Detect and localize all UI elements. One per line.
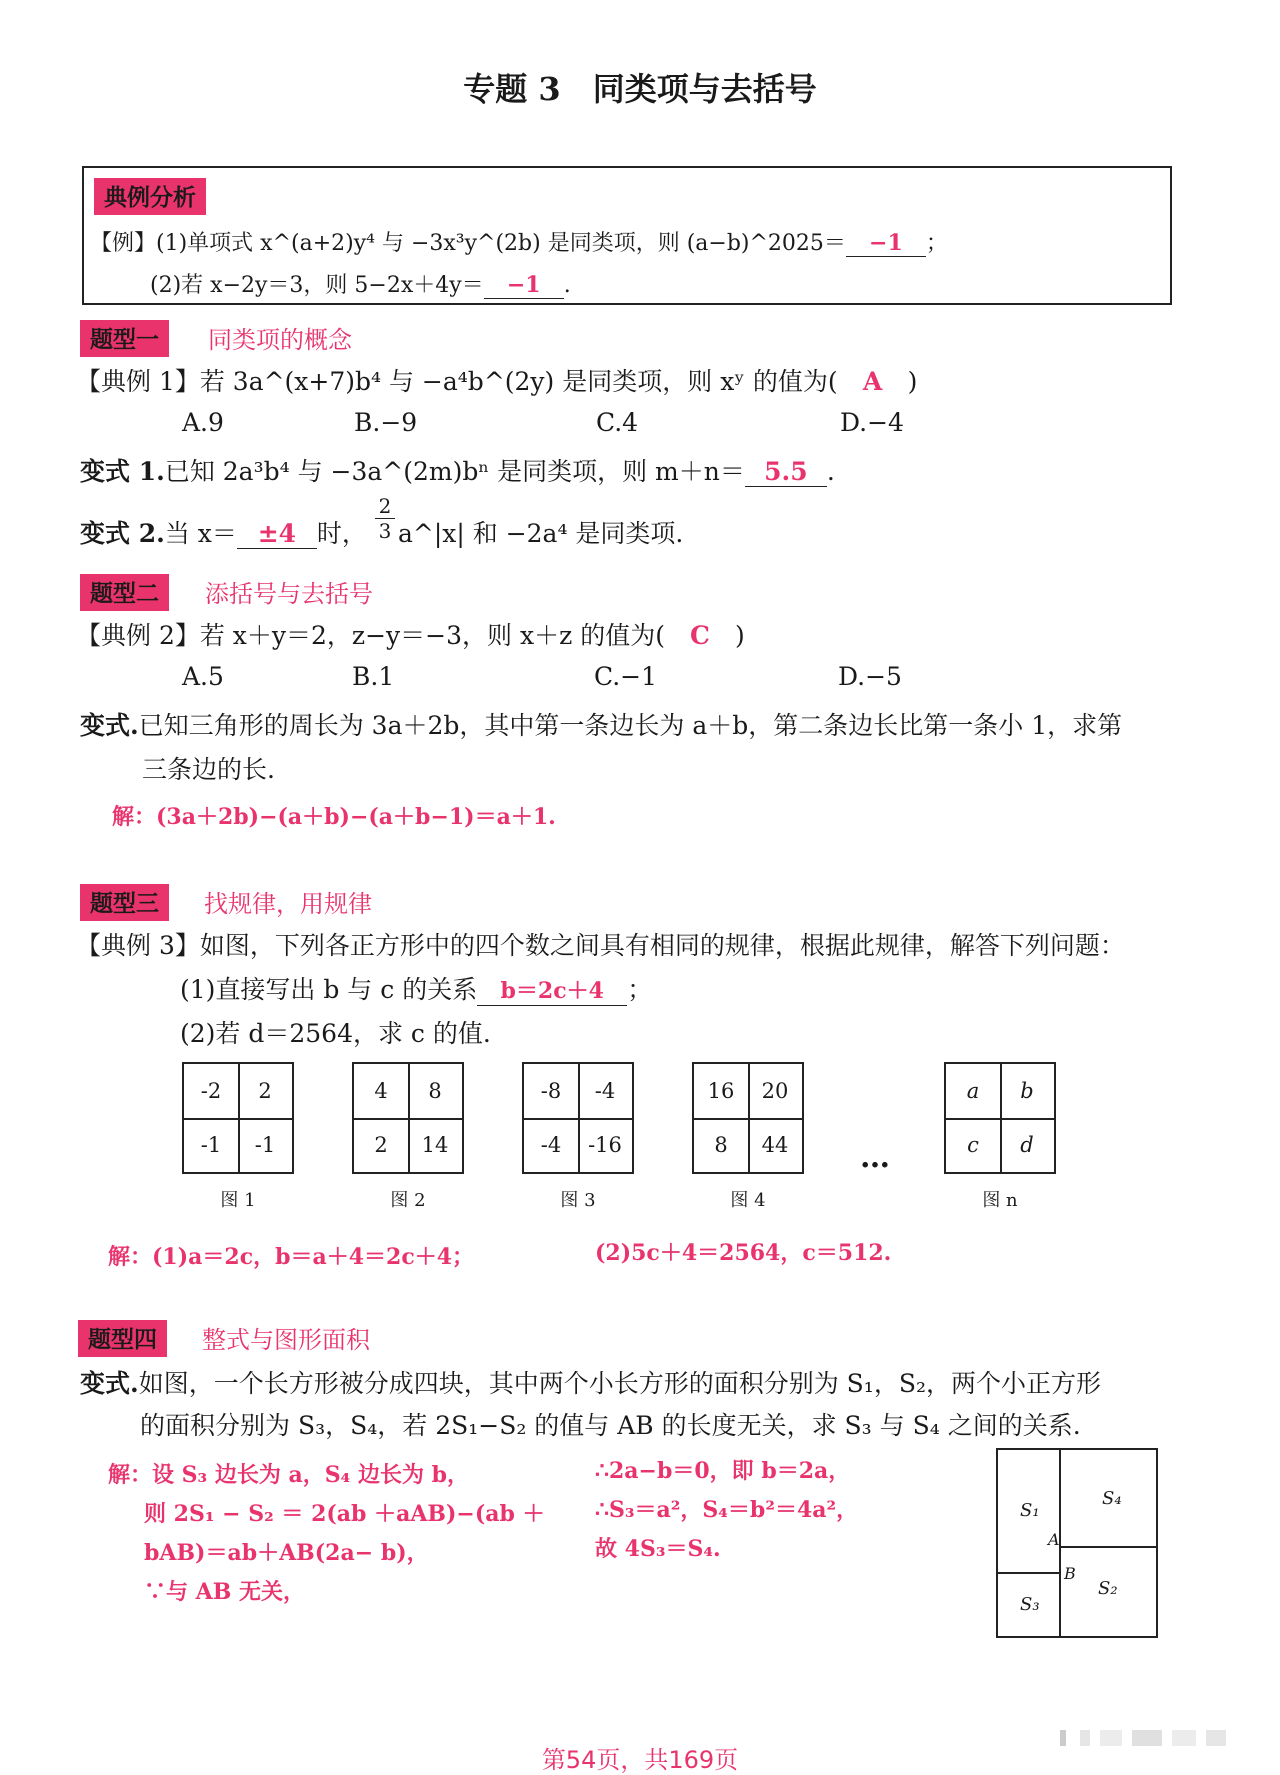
grid-cell: b bbox=[1020, 1079, 1034, 1103]
label-s3: S₃ bbox=[1020, 1594, 1040, 1615]
grid-cell: -4 bbox=[594, 1079, 616, 1103]
grid-cell: d bbox=[1020, 1133, 1034, 1157]
fraction-denominator: 3 bbox=[378, 519, 392, 543]
example-tag: 典例分析 bbox=[94, 178, 206, 215]
variant2-rest: a^|x| 和 −2a⁴ 是同类项. bbox=[398, 519, 684, 548]
grid-cell: 44 bbox=[761, 1133, 789, 1157]
part1: (1)直接写出 b 与 c 的关系 b＝2c＋4 ； bbox=[180, 975, 653, 1004]
section3-solution-1: 解：(1)a＝2c，b＝a＋4＝2c＋4； bbox=[108, 1244, 475, 1270]
ellipsis: … bbox=[860, 1140, 890, 1175]
grid-cell: -8 bbox=[540, 1079, 562, 1103]
grid-cell: a bbox=[966, 1079, 980, 1103]
fraction-numerator: 2 bbox=[375, 494, 395, 519]
section4-question: 变式.如图，一个长方形被分成四块，其中两个小长方形的面积分别为 S₁，S₂，两个小正方形 bbox=[80, 1369, 1101, 1398]
example1-answer: A bbox=[862, 367, 883, 396]
example-a2: −1 bbox=[484, 272, 564, 299]
grid-cell: -1 bbox=[200, 1133, 222, 1157]
variant-question: 变式.已知三角形的周长为 3a＋2b，其中第一条边长为 a＋b，第二条边长比第一条小 1，求第 bbox=[80, 711, 1123, 740]
section4-solution-left: 解：设 S₃ 边长为 a，S₄ 边长为 b， 则 2S₁ − S₂ ＝ 2(ab ＋aAB)−(ab ＋ bAB)＝ab＋AB(2a− b)， ∵与 AB 无关， bbox=[108, 1462, 545, 1605]
example-q1: 【例】(1)单项式 x^(a+2)y⁴ 与 −3x³y^(2b) 是同类项，则 (a−b)^2025＝ −1 ； bbox=[90, 230, 948, 256]
example1-question: 【典例 1】若 3a^(x+7)b⁴ 与 −a⁴b^(2y) 是同类项，则 xʸ 的值为( A ) bbox=[76, 367, 918, 396]
figure-caption: 图 2 bbox=[390, 1190, 426, 1211]
section3-solution-2: (2)5c＋4＝2564，c＝512. bbox=[595, 1240, 892, 1266]
part1-answer: b＝2c＋4 bbox=[477, 974, 627, 1006]
example3-question: 【典例 3】如图，下列各正方形中的四个数之间具有相同的规律，根据此规律，解答下列问题： bbox=[76, 931, 1125, 960]
label-s1: S₁ bbox=[1020, 1500, 1040, 1521]
variant1-question: 变式 1.已知 2a³b⁴ 与 −3a^(2m)bⁿ 是同类项，则 m＋n＝ 5.5 . bbox=[80, 457, 835, 486]
page-footer: 第54页，共169页 bbox=[541, 1746, 739, 1774]
example-q2: (2)若 x−2y＝3，则 5−2x＋4y＝ −1 . bbox=[150, 272, 571, 298]
grid-cell: 8 bbox=[714, 1133, 728, 1157]
figure-hline-right bbox=[1059, 1546, 1158, 1548]
figure-caption: 图 1 bbox=[220, 1190, 256, 1211]
section4-question-cont: 的面积分别为 S₃，S₄，若 2S₁−S₂ 的值与 AB 的长度无关，求 S₃ 与 S₄ 之间的关系. bbox=[140, 1411, 1081, 1440]
grid-cell: 14 bbox=[421, 1133, 449, 1157]
option-a: A.5 bbox=[182, 662, 224, 691]
variant2-answer: ±4 bbox=[237, 519, 317, 549]
grid-cell: 4 bbox=[374, 1079, 388, 1103]
pattern-grid bbox=[182, 1062, 294, 1174]
fraction bbox=[375, 494, 395, 543]
pattern-grid bbox=[692, 1062, 804, 1174]
page-title: 专题 3 同类项与去括号 bbox=[463, 70, 817, 108]
example-a1: −1 bbox=[846, 230, 926, 257]
figure-caption: 图 4 bbox=[730, 1190, 766, 1211]
figure-caption: 图 3 bbox=[560, 1190, 596, 1211]
section1-heading: 同类项的概念 bbox=[208, 326, 352, 354]
section4-solution-right: ∴2a−b＝0，即 b＝2a， ∴S₃＝a²，S₄＝b²＝4a²， 故 4S₃＝S₄. bbox=[595, 1458, 859, 1562]
pattern-grid bbox=[352, 1062, 464, 1174]
section4-heading: 整式与图形面积 bbox=[202, 1326, 370, 1354]
option-d: D.−4 bbox=[840, 408, 904, 437]
section3-tag: 题型三 bbox=[80, 884, 169, 921]
pattern-grid bbox=[522, 1062, 634, 1174]
option-d: D.−5 bbox=[838, 662, 902, 691]
grid-cell: -4 bbox=[540, 1133, 562, 1157]
option-b: B.−9 bbox=[354, 408, 418, 437]
section2-heading: 添括号与去括号 bbox=[205, 580, 373, 608]
section1-tag: 题型一 bbox=[80, 320, 169, 357]
variant2-question: 变式 2.当 x＝ ±4 时， bbox=[80, 519, 367, 548]
option-a: A.9 bbox=[182, 408, 224, 437]
option-c: C.4 bbox=[596, 408, 639, 437]
grid-cell: 20 bbox=[761, 1079, 789, 1103]
part2: (2)若 d＝2564，求 c 的值. bbox=[180, 1019, 491, 1048]
label-a: A bbox=[1048, 1530, 1060, 1549]
grid-cell: 2 bbox=[258, 1079, 272, 1103]
grid-cell: -2 bbox=[200, 1079, 222, 1103]
variant1-answer: 5.5 bbox=[745, 457, 827, 487]
figure-hline-left bbox=[996, 1572, 1060, 1574]
pattern-grid bbox=[944, 1062, 1056, 1174]
grid-cell: 2 bbox=[374, 1133, 388, 1157]
section2-solution: 解：(3a＋2b)−(a＋b)−(a＋b−1)＝a＋1. bbox=[112, 804, 556, 830]
label-s4: S₄ bbox=[1102, 1488, 1122, 1509]
section2-tag: 题型二 bbox=[80, 574, 169, 611]
variant-question-cont: 三条边的长. bbox=[142, 755, 275, 784]
grid-cell: 8 bbox=[428, 1079, 442, 1103]
example2-answer: C bbox=[690, 621, 710, 650]
section3-heading: 找规律，用规律 bbox=[204, 890, 372, 918]
section4-tag: 题型四 bbox=[78, 1320, 167, 1357]
grid-cell: c bbox=[967, 1133, 979, 1157]
grid-cell: 16 bbox=[707, 1079, 735, 1103]
label-s2: S₂ bbox=[1098, 1578, 1118, 1599]
grid-cell: -16 bbox=[588, 1133, 622, 1157]
example2-question: 【典例 2】若 x＋y＝2，z−y＝−3，则 x＋z 的值为( C ) bbox=[76, 621, 745, 650]
label-b: B bbox=[1064, 1564, 1076, 1583]
figure-caption: 图 n bbox=[982, 1190, 1018, 1211]
option-c: C.−1 bbox=[594, 662, 658, 691]
option-b: B.1 bbox=[352, 662, 395, 691]
grid-cell: -1 bbox=[254, 1133, 276, 1157]
